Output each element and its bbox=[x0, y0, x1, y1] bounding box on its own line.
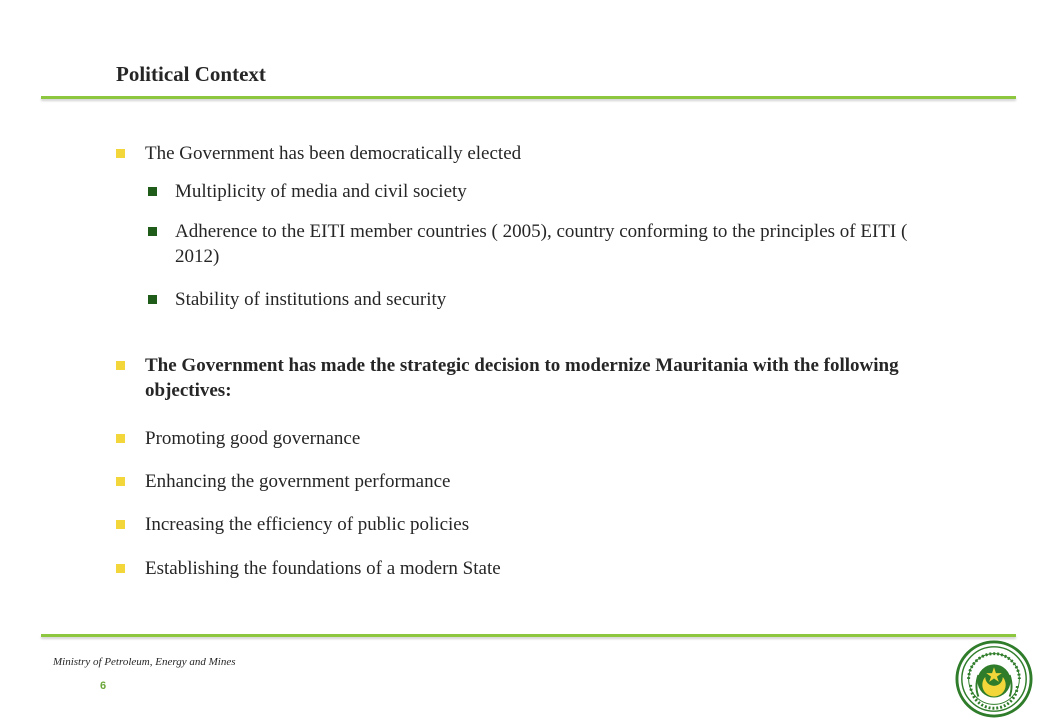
bullet-marker bbox=[116, 520, 125, 529]
footer-divider bbox=[41, 634, 1016, 637]
sub-bullet-text: Adherence to the EITI member countries ( 2005), country conforming to the principles of EITI ( 2012) bbox=[175, 221, 908, 267]
sub-bullet-text: Stability of institutions and security bbox=[175, 289, 447, 310]
bullet-marker bbox=[116, 434, 125, 443]
bullet-text: Establishing the foundations of a modern State bbox=[145, 558, 501, 579]
footer-ministry-name: Ministry of Petroleum, Energy and Mines bbox=[53, 656, 236, 668]
bullet-text: Enhancing the government performance bbox=[145, 471, 451, 492]
bullet-text: The Government has been democratically elected bbox=[145, 143, 522, 164]
sub-bullet-marker bbox=[148, 187, 157, 196]
bullet-marker bbox=[116, 477, 125, 486]
sub-bullet-marker bbox=[148, 227, 157, 236]
sub-bullet-text: Multiplicity of media and civil society bbox=[175, 181, 467, 202]
bullet-text: Increasing the efficiency of public policies bbox=[145, 514, 470, 535]
ministry-seal-logo bbox=[955, 640, 1033, 718]
bullet-text-strategic: The Government has made the strategic decision to modernize Mauritania with the following objectives: bbox=[145, 355, 899, 401]
bullet-marker bbox=[116, 149, 125, 158]
slide-title: Political Context bbox=[116, 62, 266, 86]
bullet-marker bbox=[116, 564, 125, 573]
bullet-marker bbox=[116, 361, 125, 370]
title-divider bbox=[41, 96, 1016, 99]
page-number: 6 bbox=[100, 680, 107, 692]
sub-bullet-marker bbox=[148, 295, 157, 304]
bullet-text: Promoting good governance bbox=[145, 428, 361, 449]
